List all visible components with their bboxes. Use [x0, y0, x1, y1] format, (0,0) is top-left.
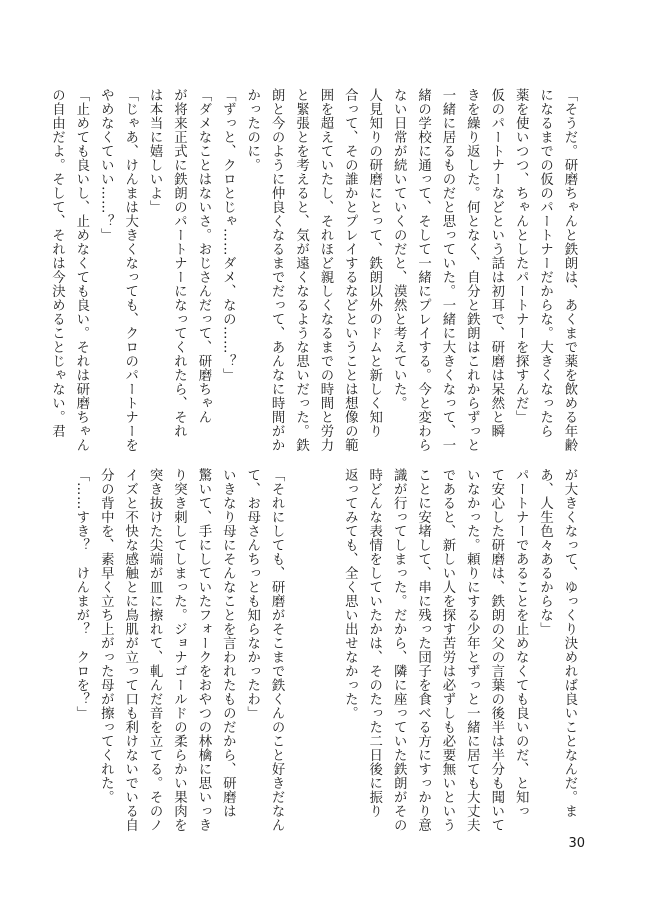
text-line: あ、人生色々あるからな」 [537, 468, 553, 636]
text-line: 薬を使いつつ、ちゃんとしたパートナーを探すんだ」 [513, 88, 529, 424]
text-line: の自由だよ。そして、それは今決めることじゃない。君 [49, 88, 65, 438]
text-line [288, 468, 312, 826]
text-line: であると、新しい人を探す苦労は必ずしも必要無いという [439, 468, 455, 832]
text-line: 「そうだ。研磨ちゃんと鉄朗は、あくまで薬を飲める年齢 [562, 88, 577, 452]
text-line: 仮のパートナーなどという話は初耳で、研磨は呆然と瞬 [488, 88, 504, 438]
text-line: ない日常が続いていくのだと、漠然と考えていた。 [391, 88, 407, 410]
text-line: いきなり母にそんなことを言われたものだから、研磨は [220, 468, 236, 818]
text-line: 「じゃあ、けんまは大きくなっても、クロのパートナーを [122, 88, 138, 452]
text-line: 囲を超えていたし、それほど親しくなるまでの時間と労力 [317, 88, 333, 452]
text-line: と緊張とを考えると、気が遠くなるような思いだった。鉄 [293, 88, 309, 452]
text-line: が将来正式に鉄朗のパートナーになってくれたら、それ [171, 88, 187, 438]
text-line: 驚いて、手にしていたフォークをおやつの林檎に思いっき [195, 468, 211, 832]
text-line [313, 468, 337, 826]
text-line: て、お母さんちっとも知らなかったわ」 [244, 468, 260, 720]
text-line: 突き抜けた尖端が皿に擦れて、軋んだ音を立てる。そのノ [147, 468, 163, 832]
text-line: 「それにしても、研磨がそこまで鉄くんのこと好きだなん [269, 468, 285, 832]
text-block-bottom [68, 468, 581, 832]
text-line: 合って、その誰かとプレイするなどということは想像の範 [342, 88, 358, 452]
text-line: 一緒に居るものだと思っていた。一緒に大きくなって、一 [439, 88, 455, 452]
text-line: ことに安堵して、串に残った団子を食べる方にすっかり意 [415, 468, 431, 832]
text-line: きを繰り返した。何となく、自分と鉄朗はこれからずっと [464, 88, 480, 452]
text-line: は本当に嬉しいよ」 [147, 88, 163, 214]
text-line: かったのに。 [244, 88, 260, 172]
text-line: 「ずっと、クロとじゃ……ダメ、なの……？」 [220, 88, 236, 382]
text-line: て安心した研磨は、鉄朗の父の言葉の後半は半分も聞いて [488, 468, 504, 832]
text-line: いなかった。頼りにする少年とずっと一緒に居ても大丈夫 [464, 468, 480, 832]
text-line: になるまでの仮のパートナーだからな。大きくなったら [537, 88, 553, 438]
text-line: やめなくていい……？」 [98, 88, 114, 242]
text-line: 朗と今のように仲良くなるまでだって、あんなに時間がか [269, 88, 285, 452]
text-block-top [44, 88, 581, 452]
text-line: 緒の学校に通って、そして一緒にプレイする。今と変わら [415, 88, 431, 452]
text-line: 「……すき？ けんまが？ クロを？」 [73, 468, 89, 720]
text-line: 「止めても良いし、止めなくても良い。それは研磨ちゃん [73, 88, 89, 452]
text-line: 「ダメなことはないさ。おじさんだって、研磨ちゃん [195, 88, 211, 424]
text-line: イズと不快な感触とに鳥肌が立って口も利けないでいる自 [122, 468, 138, 832]
text-line: 返ってみても、全く思い出せなかった。 [342, 468, 358, 720]
text-line: が大きくなって、ゆっくり決めれば良いことなんだ。ま [562, 468, 577, 818]
text-line: パートナーであることを止めなくても良いのだ、と知っ [513, 468, 529, 818]
text-line: り突き刺してしまった。ジョナゴールドの柔らかい果肉を [171, 468, 187, 832]
text-line: 時どんな表情をしていたかは、そのたった二日後に振り [366, 468, 382, 818]
text-line: 識が行ってしまった。だから、隣に座っていた鉄朗がその [391, 468, 407, 832]
text-line: 人見知りの研磨にとって、鉄朗以外のドムと新しく知り [366, 88, 382, 438]
text-line: 分の背中を、素早く立ち上がった母が擦ってくれた。 [98, 468, 114, 804]
page-number: 30 [568, 836, 585, 851]
